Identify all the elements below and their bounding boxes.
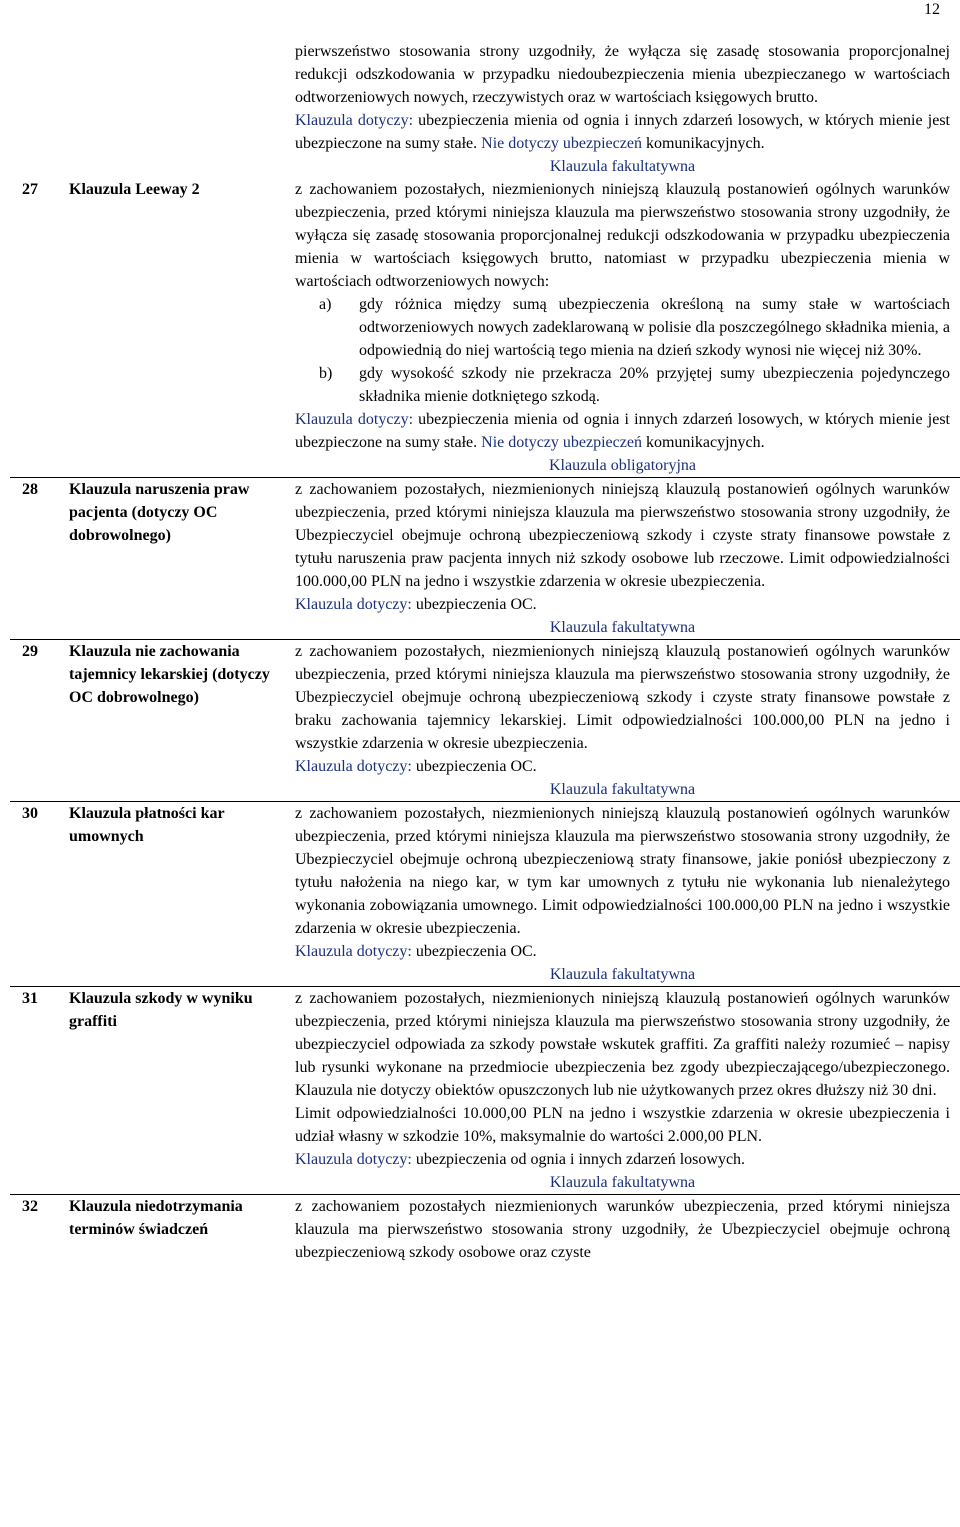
list-item-text: gdy wysokość szkody nie przekracza 20% przyjętej sumy ubezpieczenia pojedynczego składnika mienie dotkniętego szkodą. — [359, 365, 950, 405]
clause-type: Klauzula fakultatywna — [549, 619, 696, 636]
clause-number: 30 — [10, 802, 69, 987]
clauses-table — [10, 40, 960, 1264]
clause-paragraph: pierwszeństwo stosowania strony uzgodniły, że wyłącza się zasadę stosowania proporcjonalnej redukcji odszkodowania w przypadku niedoubezpieczenia mienia ubezpieczanego w wartościach odtworzeniowych nowych, rzeczywistych oraz w wartościach księgowych brutto. — [295, 43, 950, 106]
list-marker: a) — [319, 296, 332, 313]
clause-conditions-list — [295, 293, 950, 408]
clause-name: Klauzula płatności kar umownych — [69, 802, 279, 987]
scope-text: ubezpieczenia od ognia i innych zdarzeń losowych. — [411, 1151, 746, 1168]
clause-scope — [295, 593, 950, 616]
clause-name: Klauzula naruszenia praw pacjenta (dotyczy OC dobrowolnego) — [69, 478, 279, 640]
clause-type: Klauzula fakultatywna — [549, 966, 696, 983]
scope-label: Klauzula dotyczy: — [295, 943, 412, 960]
clause-row-27 — [10, 178, 960, 478]
clause-paragraph: z zachowaniem pozostałych, niezmienionych niniejszą klauzulą postanowień ogólnych warunków ubezpieczenia, przed którymi niniejsza klauzula ma pierwszeństwo stosowania strony uzgodniły, że Ubezpieczyciel obejmuje ochroną ubezpieczeniową szkody i czyste straty finansowe powstałe z tytułu naruszenia praw pacjenta innych niż szkody osobowe lub rzeczowe. Limit odpowiedzialności 100.000,00 PLN na jedno i wszystkie zdarzenia w okresie ubezpieczenia. — [295, 481, 950, 590]
clause-content — [279, 987, 960, 1195]
clause-number: 27 — [22, 181, 38, 198]
page-number: 12 — [924, 1, 940, 18]
clause-scope — [295, 109, 950, 155]
clause-paragraph: z zachowaniem pozostałych niezmienionych warunków ubezpieczenia, przed którymi niniejsza klauzula ma pierwszeństwo stosowania strony uzgodniły, że Ubezpieczyciel obejmuje ochroną ubezpieczeniową szkody osobowe oraz czyste — [295, 1198, 950, 1261]
clause-scope — [295, 755, 950, 778]
scope-text: ubezpieczenia OC. — [411, 943, 537, 960]
clause-content — [279, 1195, 960, 1265]
scope-label: Klauzula dotyczy: — [295, 758, 412, 775]
clause-number: 31 — [10, 987, 69, 1195]
clause-paragraph: z zachowaniem pozostałych, niezmienionych niniejszą klauzulą postanowień ogólnych warunków ubezpieczenia, przed którymi niniejsza klauzula ma pierwszeństwo stosowania strony uzgodniły, że Ubezpieczyciel obejmuje ochroną ubezpieczeniową straty finansowe, jakie poniósł ubezpieczony z tytułu nałożenia na niego kar, w tym kar umownych z tytułu nie wykonania lub nienależytego wykonania zobowiązania umownego. Limit odpowiedzialności 100.000,00 PLN na jedno i wszystkie zdarzenia w okresie ubezpieczenia. — [295, 805, 950, 937]
clause-row-30 — [10, 802, 960, 987]
scope-exclusion: Nie dotyczy ubezpieczeń — [481, 434, 642, 451]
clause-type: Klauzula fakultatywna — [549, 158, 696, 175]
scope-label: Klauzula dotyczy: — [295, 112, 414, 129]
clause-name: Klauzula nie zachowania tajemnicy lekarskiej (dotyczy OC dobrowolnego) — [69, 640, 279, 802]
clause-scope — [295, 408, 950, 454]
list-item-text: gdy różnica między sumą ubezpieczenia określoną na sumy stałe w wartościach odtworzeniowych nowych zadeklarowaną w polisie dla poszczególnego składnika mienia, a odpowiednią do niej wartością tego mienia na dzień szkody wynosi nie więcej niż 30%. — [359, 296, 950, 359]
clause-number — [10, 40, 69, 178]
clause-scope — [295, 1148, 950, 1171]
scope-exclusion: Nie dotyczy ubezpieczeń — [481, 135, 642, 152]
clause-row-29 — [10, 640, 960, 802]
list-item — [295, 362, 950, 408]
clause-paragraph: z zachowaniem pozostałych, niezmienionych niniejszą klauzulą postanowień ogólnych warunków ubezpieczenia, przed którymi niniejsza klauzula ma pierwszeństwo stosowania strony uzgodniły, że ubezpieczyciel odpowiada za szkody powstałe wskutek graffiti. Za graffiti należy rozumieć – napisy lub rysunki wykonane na przedmiocie ubezpieczenia bez zgody ubezpieczającego/ubezpieczonego. Klauzula nie dotyczy obiektów opuszczonych lub nie użytkowanych przez okres dłuższy niż 30 dni. — [295, 990, 950, 1099]
clause-type: Klauzula fakultatywna — [549, 1174, 696, 1191]
clause-content — [279, 40, 960, 178]
scope-text: ubezpieczenia mienia od ognia i innych zdarzeń losowych, w których mienie jest ubezpieczone na sumy stałe. — [295, 112, 950, 152]
clause-row-28 — [10, 478, 960, 640]
clause-paragraph: z zachowaniem pozostałych, niezmienionych niniejszą klauzulą postanowień ogólnych warunków ubezpieczenia, przed którymi niniejsza klauzula ma pierwszeństwo stosowania strony uzgodniły, że wyłącza się zasadę stosowania proporcjonalnej redukcji odszkodowania w przypadku ubezpieczenia mienia w wartościach księgowych brutto, natomiast w przypadku ubezpieczenia mienia w wartościach odtworzeniowych nowych: — [295, 181, 950, 290]
clause-name: Klauzula szkody w wyniku graffiti — [69, 987, 279, 1195]
scope-exclusion-tail: komunikacyjnych. — [641, 135, 765, 152]
clause-name — [69, 40, 279, 178]
clause-number: 29 — [10, 640, 69, 802]
clause-row-continued — [10, 40, 960, 178]
clause-paragraph: z zachowaniem pozostałych, niezmienionych niniejszą klauzulą postanowień ogólnych warunków ubezpieczenia, przed którymi niniejsza klauzula ma pierwszeństwo stosowania strony uzgodniły, że Ubezpieczyciel obejmuje ochroną ubezpieczeniową szkody i czyste straty finansowe powstałe z braku zachowania tajemnicy lekarskiej. Limit odpowiedzialności 100.000,00 PLN na jedno i wszystkie zdarzenia w okresie ubezpieczenia. — [295, 643, 950, 752]
scope-text: ubezpieczenia OC. — [411, 758, 537, 775]
clause-row-31 — [10, 987, 960, 1195]
clause-type: Klauzula obligatoryjna — [548, 457, 697, 474]
clause-content — [279, 640, 960, 802]
scope-label: Klauzula dotyczy: — [295, 411, 414, 428]
scope-label: Klauzula dotyczy: — [295, 1151, 412, 1168]
clause-content — [279, 178, 960, 478]
clause-name: Klauzula niedotrzymania terminów świadczeń — [69, 1195, 279, 1265]
list-marker: b) — [319, 365, 333, 382]
clause-row-32 — [10, 1195, 960, 1265]
clause-type: Klauzula fakultatywna — [549, 781, 696, 798]
scope-exclusion-tail: komunikacyjnych. — [641, 434, 765, 451]
clause-content — [279, 802, 960, 987]
clause-limit: Limit odpowiedzialności 10.000,00 PLN na jedno i wszystkie zdarzenia w okresie ubezpieczenia i udział własny w szkodzie 10%, maksymalnie do wartości 2.000,00 PLN. — [295, 1105, 950, 1145]
scope-text: ubezpieczenia mienia od ognia i innych zdarzeń losowych, w których mienie jest ubezpieczone na sumy stałe. — [295, 411, 950, 451]
scope-label: Klauzula dotyczy: — [295, 596, 412, 613]
clause-scope — [295, 940, 950, 963]
scope-text: ubezpieczenia OC. — [411, 596, 537, 613]
clause-number: 32 — [10, 1195, 69, 1265]
clause-number: 28 — [10, 478, 69, 640]
list-item — [295, 293, 950, 362]
clause-name: Klauzula Leeway 2 — [69, 181, 200, 198]
clause-content — [279, 478, 960, 640]
